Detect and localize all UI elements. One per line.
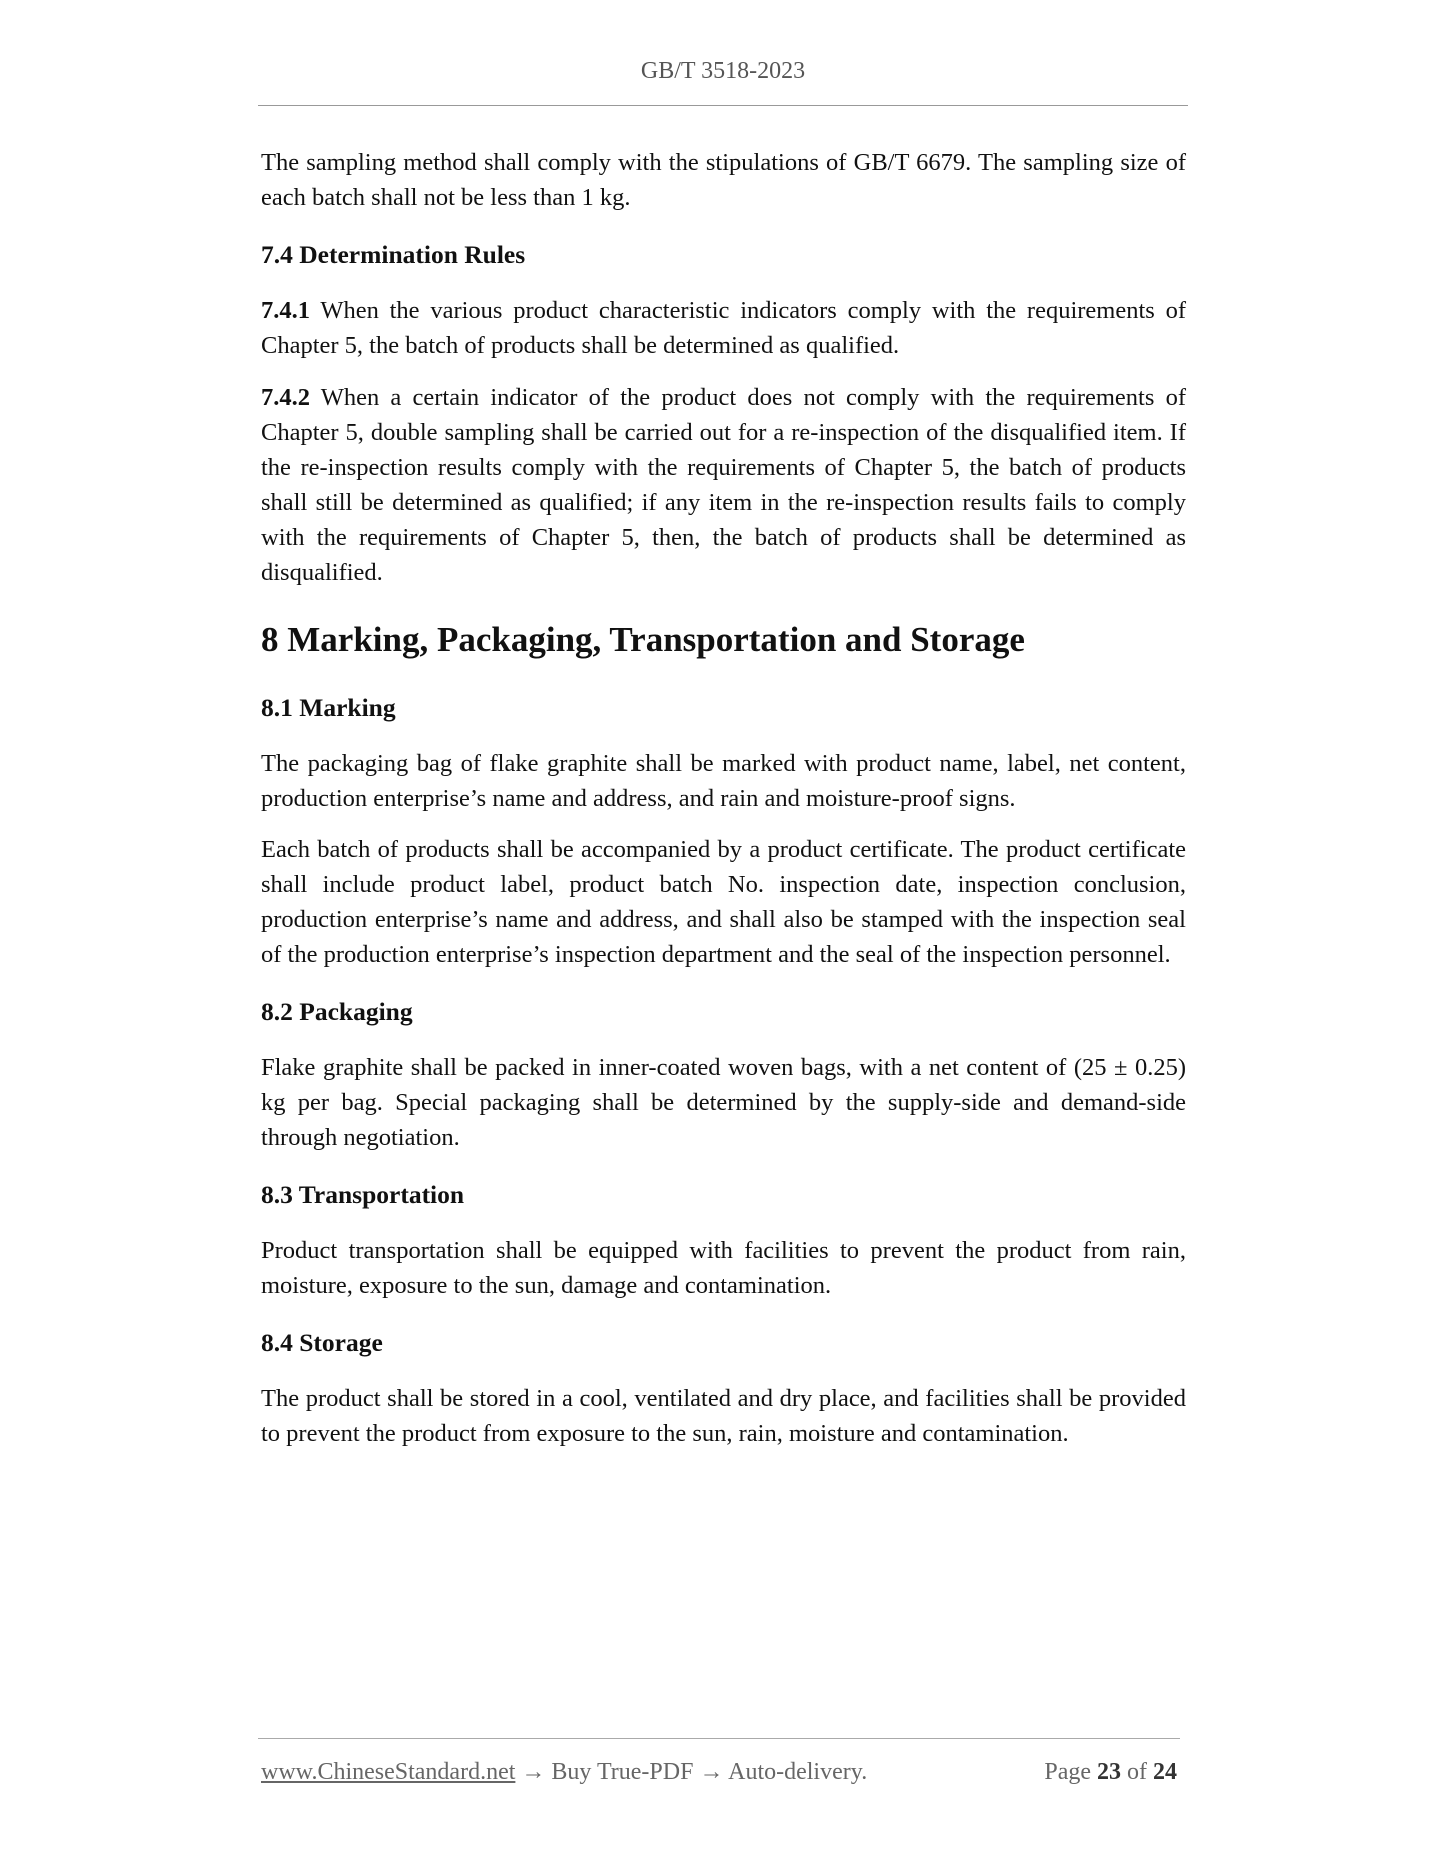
clause-7-4-1 [261, 293, 1186, 363]
website-link[interactable]: www.ChineseStandard.net [261, 1759, 516, 1785]
page-label: Page [1044, 1759, 1091, 1785]
section-heading-8-3: 8.3 Transportation [261, 1180, 465, 1209]
footer-promo-text: → Buy True-PDF → Auto-delivery. [515, 1759, 868, 1785]
clause-number: 7.4.1 [261, 297, 310, 324]
clause-text: When a certain indicator of the product does not comply with the requirements of Chapter 5, double sampling shall be carried out for a re-inspection of the disqualified item. If the re-inspection results comply with the requirements of Chapter 5, the batch of products shall still be determined as qualified; if any item in the re-inspection results fails to comply with the requirements of Chapter 5, then, the batch of products shall be determined as disqualified. [261, 384, 1186, 586]
footer-promo [261, 1756, 867, 1788]
storage-paragraph: The product shall be stored in a cool, ventilated and dry place, and facilities shall be provided to prevent the product from exposure to the sun, rain, moisture and contamination. [261, 1385, 1186, 1447]
header-divider [258, 105, 1188, 106]
chapter-heading-8: 8 Marking, Packaging, Transportation and Storage [261, 620, 1025, 659]
section-heading-8-2: 8.2 Packaging [261, 997, 413, 1026]
page-content [261, 145, 1186, 1451]
marking-paragraph-2: Each batch of products shall be accompanied by a product certificate. The product certificate shall include product label, product batch No. inspection date, inspection conclusion, production enterprise’s name and address, and shall also be stamped with the inspection seal of the production enterprise’s inspection department and the seal of the inspection personnel. [261, 836, 1186, 968]
footer-divider [258, 1738, 1180, 1739]
of-label: of [1127, 1759, 1147, 1785]
section-heading-8-4: 8.4 Storage [261, 1328, 383, 1357]
page-total: 24 [1153, 1759, 1177, 1785]
clause-7-4-2 [261, 380, 1186, 590]
marking-paragraph-1: The packaging bag of flake graphite shall be marked with product name, label, net content, production enterprise’s name and address, and rain and moisture-proof signs. [261, 750, 1186, 812]
clause-text: When the various product characteristic indicators comply with the requirements of Chapter 5, the batch of products shall be determined as qualified. [261, 297, 1186, 359]
packaging-paragraph: Flake graphite shall be packed in inner-coated woven bags, with a net content of (25 ± 0.25) kg per bag. Special packaging shall be determined by the supply-side and demand-side through negotiation. [261, 1054, 1186, 1151]
clause-number: 7.4.2 [261, 384, 310, 411]
transportation-paragraph: Product transportation shall be equipped with facilities to prevent the product from rain, moisture, exposure to the sun, damage and contamination. [261, 1237, 1186, 1299]
page-indicator [1044, 1756, 1177, 1788]
section-heading-8-1: 8.1 Marking [261, 693, 396, 722]
section-heading-7-4: 7.4 Determination Rules [261, 240, 526, 269]
intro-paragraph: The sampling method shall comply with the stipulations of GB/T 6679. The sampling size of each batch shall not be less than 1 kg. [261, 149, 1186, 211]
page-header: GB/T 3518-2023 [640, 58, 806, 84]
page-number: 23 [1097, 1759, 1121, 1785]
